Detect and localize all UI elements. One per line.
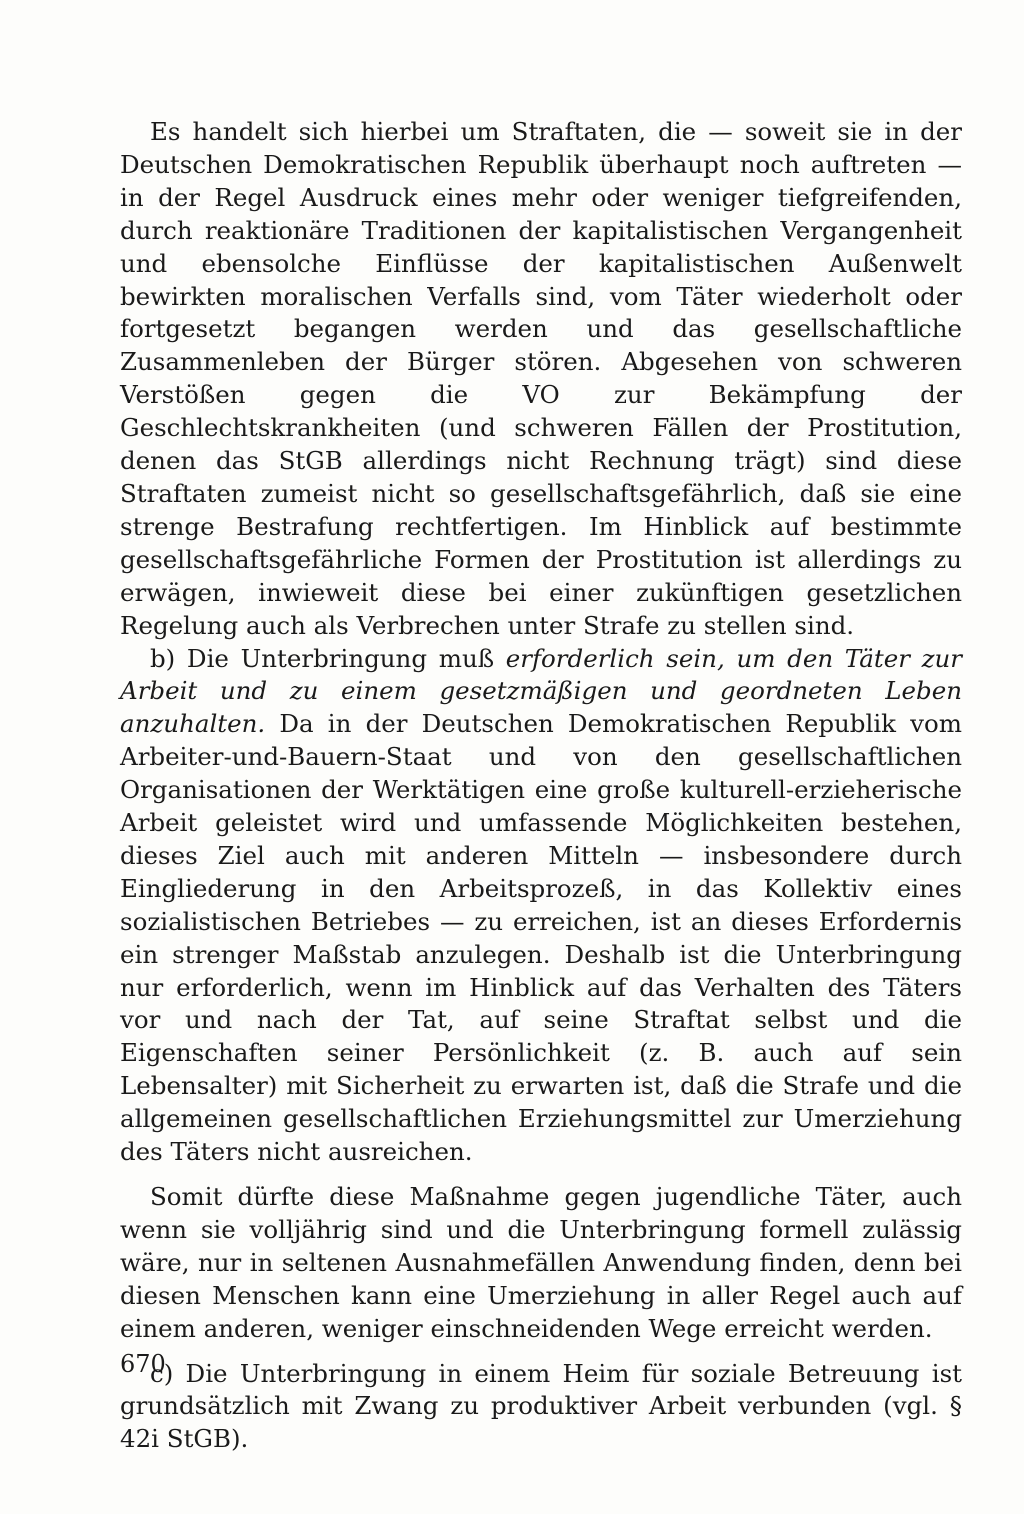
page-number: 670 xyxy=(120,1350,166,1378)
paragraph-b-unterbringung xyxy=(120,643,962,1170)
paragraph-b-lead: b) Die Unterbringung muß xyxy=(150,643,506,673)
body-text xyxy=(120,116,962,1456)
paragraph-c-heim: c) Die Unterbringung in einem Heim für soziale Betreuung ist grundsätzlich mit Zwang zu produktiver Arbeit verbunden (vgl. § 42i StGB). xyxy=(120,1358,962,1454)
paragraph-b-rest: Da in der Deutschen Demokratischen Republik vom Arbeiter-und-Bauern-Staat und von den gesellschaftlichen Organisationen der Werktätigen eine große kulturell-erzieherische Arbeit geleistet wird und umfassende Möglichkeiten bestehen, dieses Ziel auch mit anderen Mitteln — insbesondere durch Eingliederung in den Arbeitsprozeß, in das Kollektiv eines sozialistischen Betriebes — zu erreichen, ist an dieses Erfordernis ein strenger Maßstab anzulegen. Deshalb ist die Unterbringung nur erforderlich, wenn im Hinblick auf das Verhalten des Täters vor und nach der Tat, auf seine Straftat selbst und die Eigenschaften seiner Persönlichkeit (z. B. auch auf sein Lebensalter) mit Sicherheit zu erwarten ist, daß die Strafe und die allgemeinen gesellschaftlichen Erziehungsmittel zur Umerziehung des Täters nicht ausreichen. xyxy=(120,709,962,1167)
paragraph-somit: Somit dürfte diese Maßnahme gegen jugendliche Täter, auch wenn sie volljährig sind und die Unterbringung formell zulässig wäre, nur in seltenen Ausnahmefällen Anwendung finden, denn bei diesen Menschen kann eine Umerziehung in aller Regel auch auf einem anderen, weniger einschneidenden Wege erreicht werden. xyxy=(120,1182,962,1343)
paragraph-b-emphasis: erforderlich sein, um den Täter zur Arbeit und zu einem gesetzmäßigen und geordneten Leben anzuhalten. xyxy=(120,643,962,739)
paragraph-straftaten: Es handelt sich hierbei um Straftaten, die — soweit sie in der Deutschen Demokratischen Republik überhaupt noch auftreten — in der Regel Ausdruck eines mehr oder weniger tiefgreifenden, durch reaktionäre Traditionen der kapitalistischen Vergangenheit und ebensolche Einflüsse der kapitalistischen Außenwelt bewirkten moralischen Verfalls sind, vom Täter wiederholt oder fortgesetzt begangen werden und das gesellschaftliche Zusammenleben der Bürger stören. Abgesehen von schweren Verstößen gegen die VO zur Bekämpfung der Geschlechtskrankheiten (und schweren Fällen der Prostitution, denen das StGB allerdings nicht Rechnung trägt) sind diese Straftaten zumeist nicht so gesellschaftsgefährlich, daß sie eine strenge Bestrafung rechtfertigen. Im Hinblick auf bestimmte gesellschaftsgefährliche Formen der Prostitution ist allerdings zu erwägen, inwieweit diese bei einer zukünftigen gesetzlichen Regelung auch als Verbrechen unter Strafe zu stellen sind. xyxy=(120,117,962,640)
